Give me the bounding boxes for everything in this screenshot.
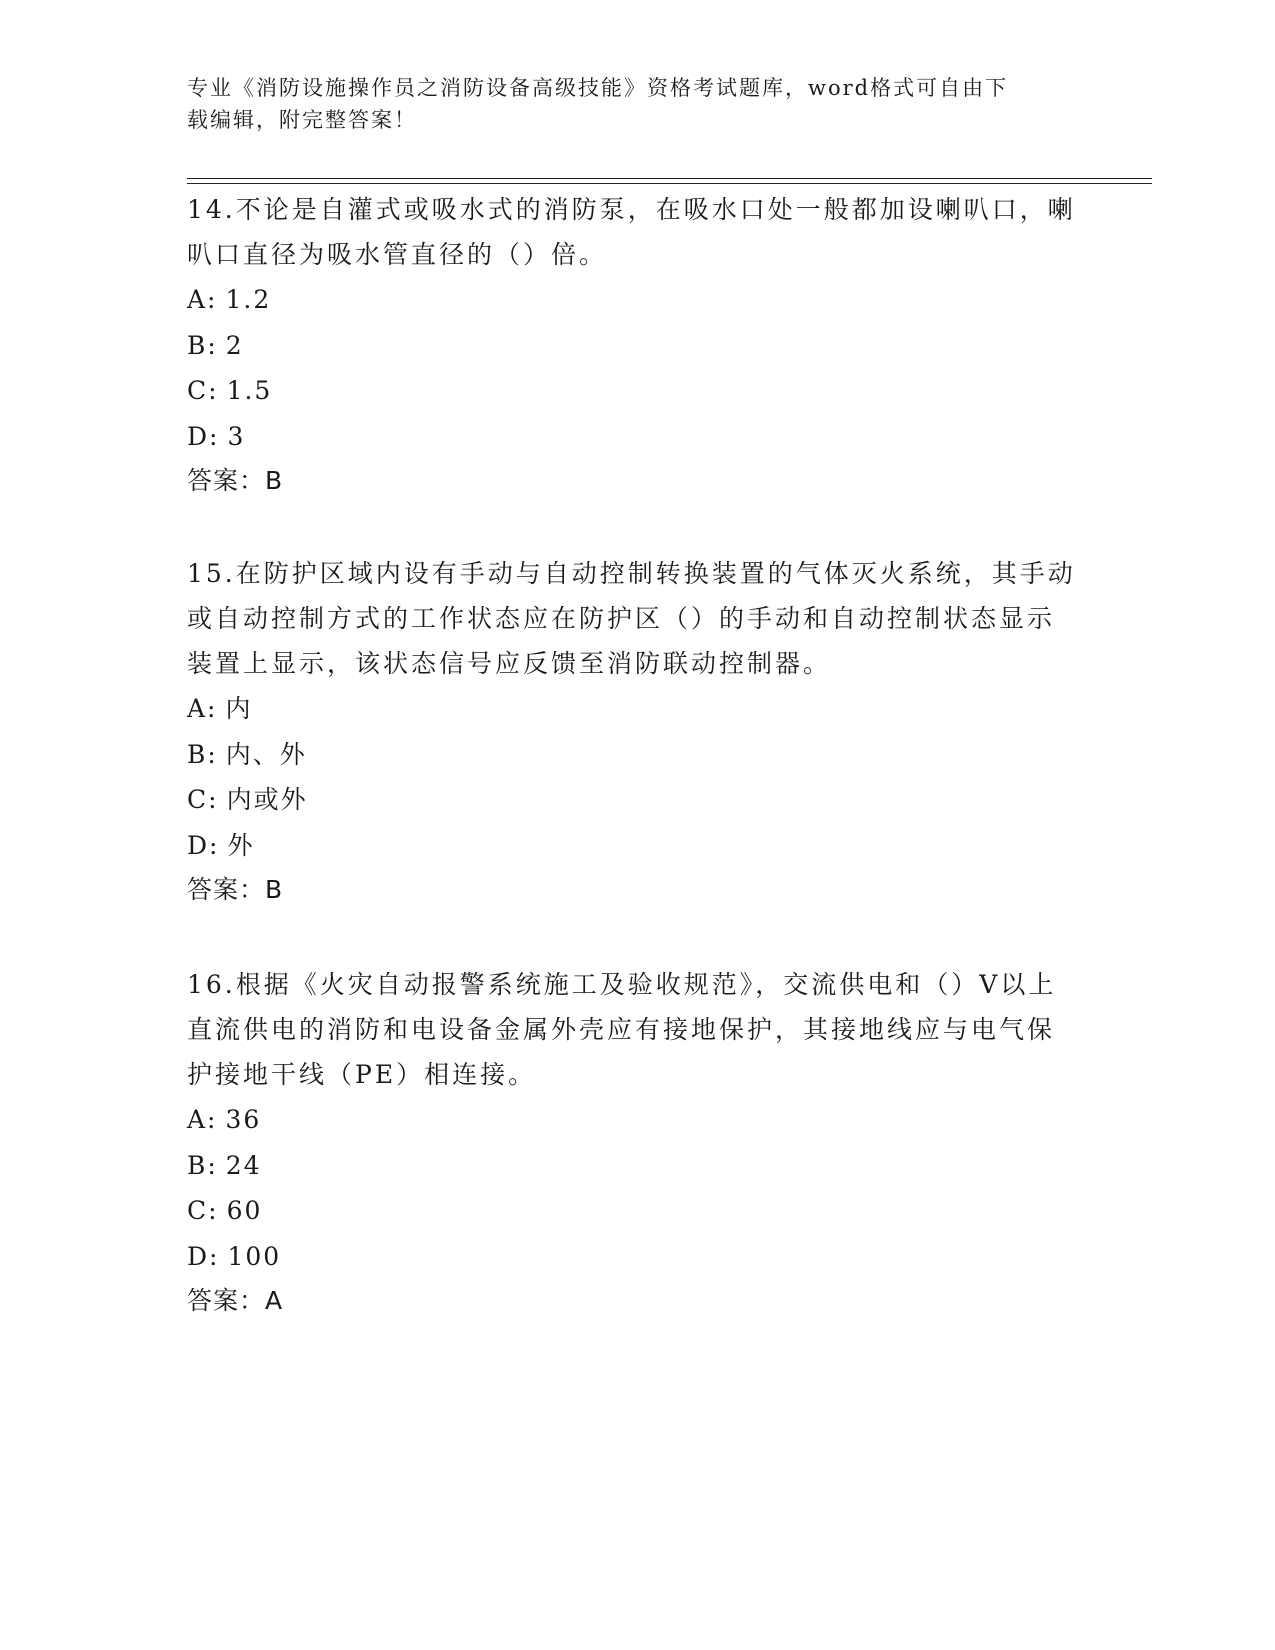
option-text: 2 bbox=[225, 330, 244, 360]
question-16 bbox=[187, 962, 1077, 1323]
option-label: C: bbox=[187, 785, 219, 814]
answer-key: 答案：B bbox=[187, 466, 284, 495]
option-text: 24 bbox=[225, 1150, 262, 1180]
option-label: D: bbox=[187, 1241, 220, 1271]
option-label: B: bbox=[187, 330, 218, 360]
option-text: 3 bbox=[227, 421, 246, 451]
option-b bbox=[187, 732, 1077, 778]
option-label: B: bbox=[187, 1150, 218, 1180]
option-label: B: bbox=[187, 739, 218, 769]
option-text: 60 bbox=[226, 1196, 263, 1225]
option-c bbox=[187, 1188, 1077, 1234]
option-d bbox=[187, 823, 1077, 869]
option-label: A: bbox=[187, 285, 218, 314]
option-text: 1.5 bbox=[226, 376, 273, 405]
option-d bbox=[187, 1234, 1077, 1280]
option-b bbox=[187, 1143, 1077, 1189]
option-label: D: bbox=[187, 830, 220, 860]
header-divider-bottom bbox=[187, 183, 1152, 184]
option-d bbox=[187, 414, 1077, 460]
option-text: 外 bbox=[227, 830, 255, 860]
option-text: 1.2 bbox=[225, 285, 272, 314]
option-c bbox=[187, 368, 1077, 414]
header-line-2: 载编辑，附完整答案！ bbox=[187, 108, 417, 132]
option-text: 100 bbox=[227, 1241, 282, 1271]
option-label: C: bbox=[187, 1196, 219, 1225]
option-label: A: bbox=[187, 1105, 218, 1134]
option-text: 36 bbox=[225, 1105, 262, 1134]
header-line-1: 专业《消防设施操作员之消防设备高级技能》资格考试题库，word格式可自由下 bbox=[187, 76, 1009, 100]
option-text: 内、外 bbox=[225, 739, 307, 769]
option-a bbox=[187, 277, 1077, 323]
header-divider-top bbox=[187, 178, 1152, 179]
option-label: D: bbox=[187, 421, 220, 451]
question-stem: 14.不论是自灌式或吸水式的消防泵，在吸水口处一般都加设喇叭口，喇叭口直径为吸水管直径的（）倍。 bbox=[187, 195, 1076, 269]
option-label: C: bbox=[187, 376, 219, 405]
option-text: 内或外 bbox=[226, 785, 308, 814]
answer-key: 答案：A bbox=[187, 1286, 284, 1315]
answer-key: 答案：B bbox=[187, 875, 284, 904]
option-a bbox=[187, 686, 1077, 732]
option-c bbox=[187, 777, 1077, 823]
document-header bbox=[187, 72, 1067, 136]
option-b bbox=[187, 323, 1077, 369]
question-stem: 15.在防护区域内设有手动与自动控制转换装置的气体灭火系统，其手动或自动控制方式的工作状态应在防护区（）的手动和自动控制状态显示装置上显示，该状态信号应反馈至消防联动控制器。 bbox=[187, 559, 1076, 678]
question-stem: 16.根据《火灾自动报警系统施工及验收规范》，交流供电和（）V以上直流供电的消防和电设备金属外壳应有接地保护，其接地线应与电气保护接地干线（PE）相连接。 bbox=[187, 970, 1057, 1089]
question-15 bbox=[187, 551, 1077, 912]
question-14 bbox=[187, 187, 1077, 503]
option-label: A: bbox=[187, 694, 218, 723]
option-text: 内 bbox=[225, 694, 253, 723]
option-a bbox=[187, 1097, 1077, 1143]
